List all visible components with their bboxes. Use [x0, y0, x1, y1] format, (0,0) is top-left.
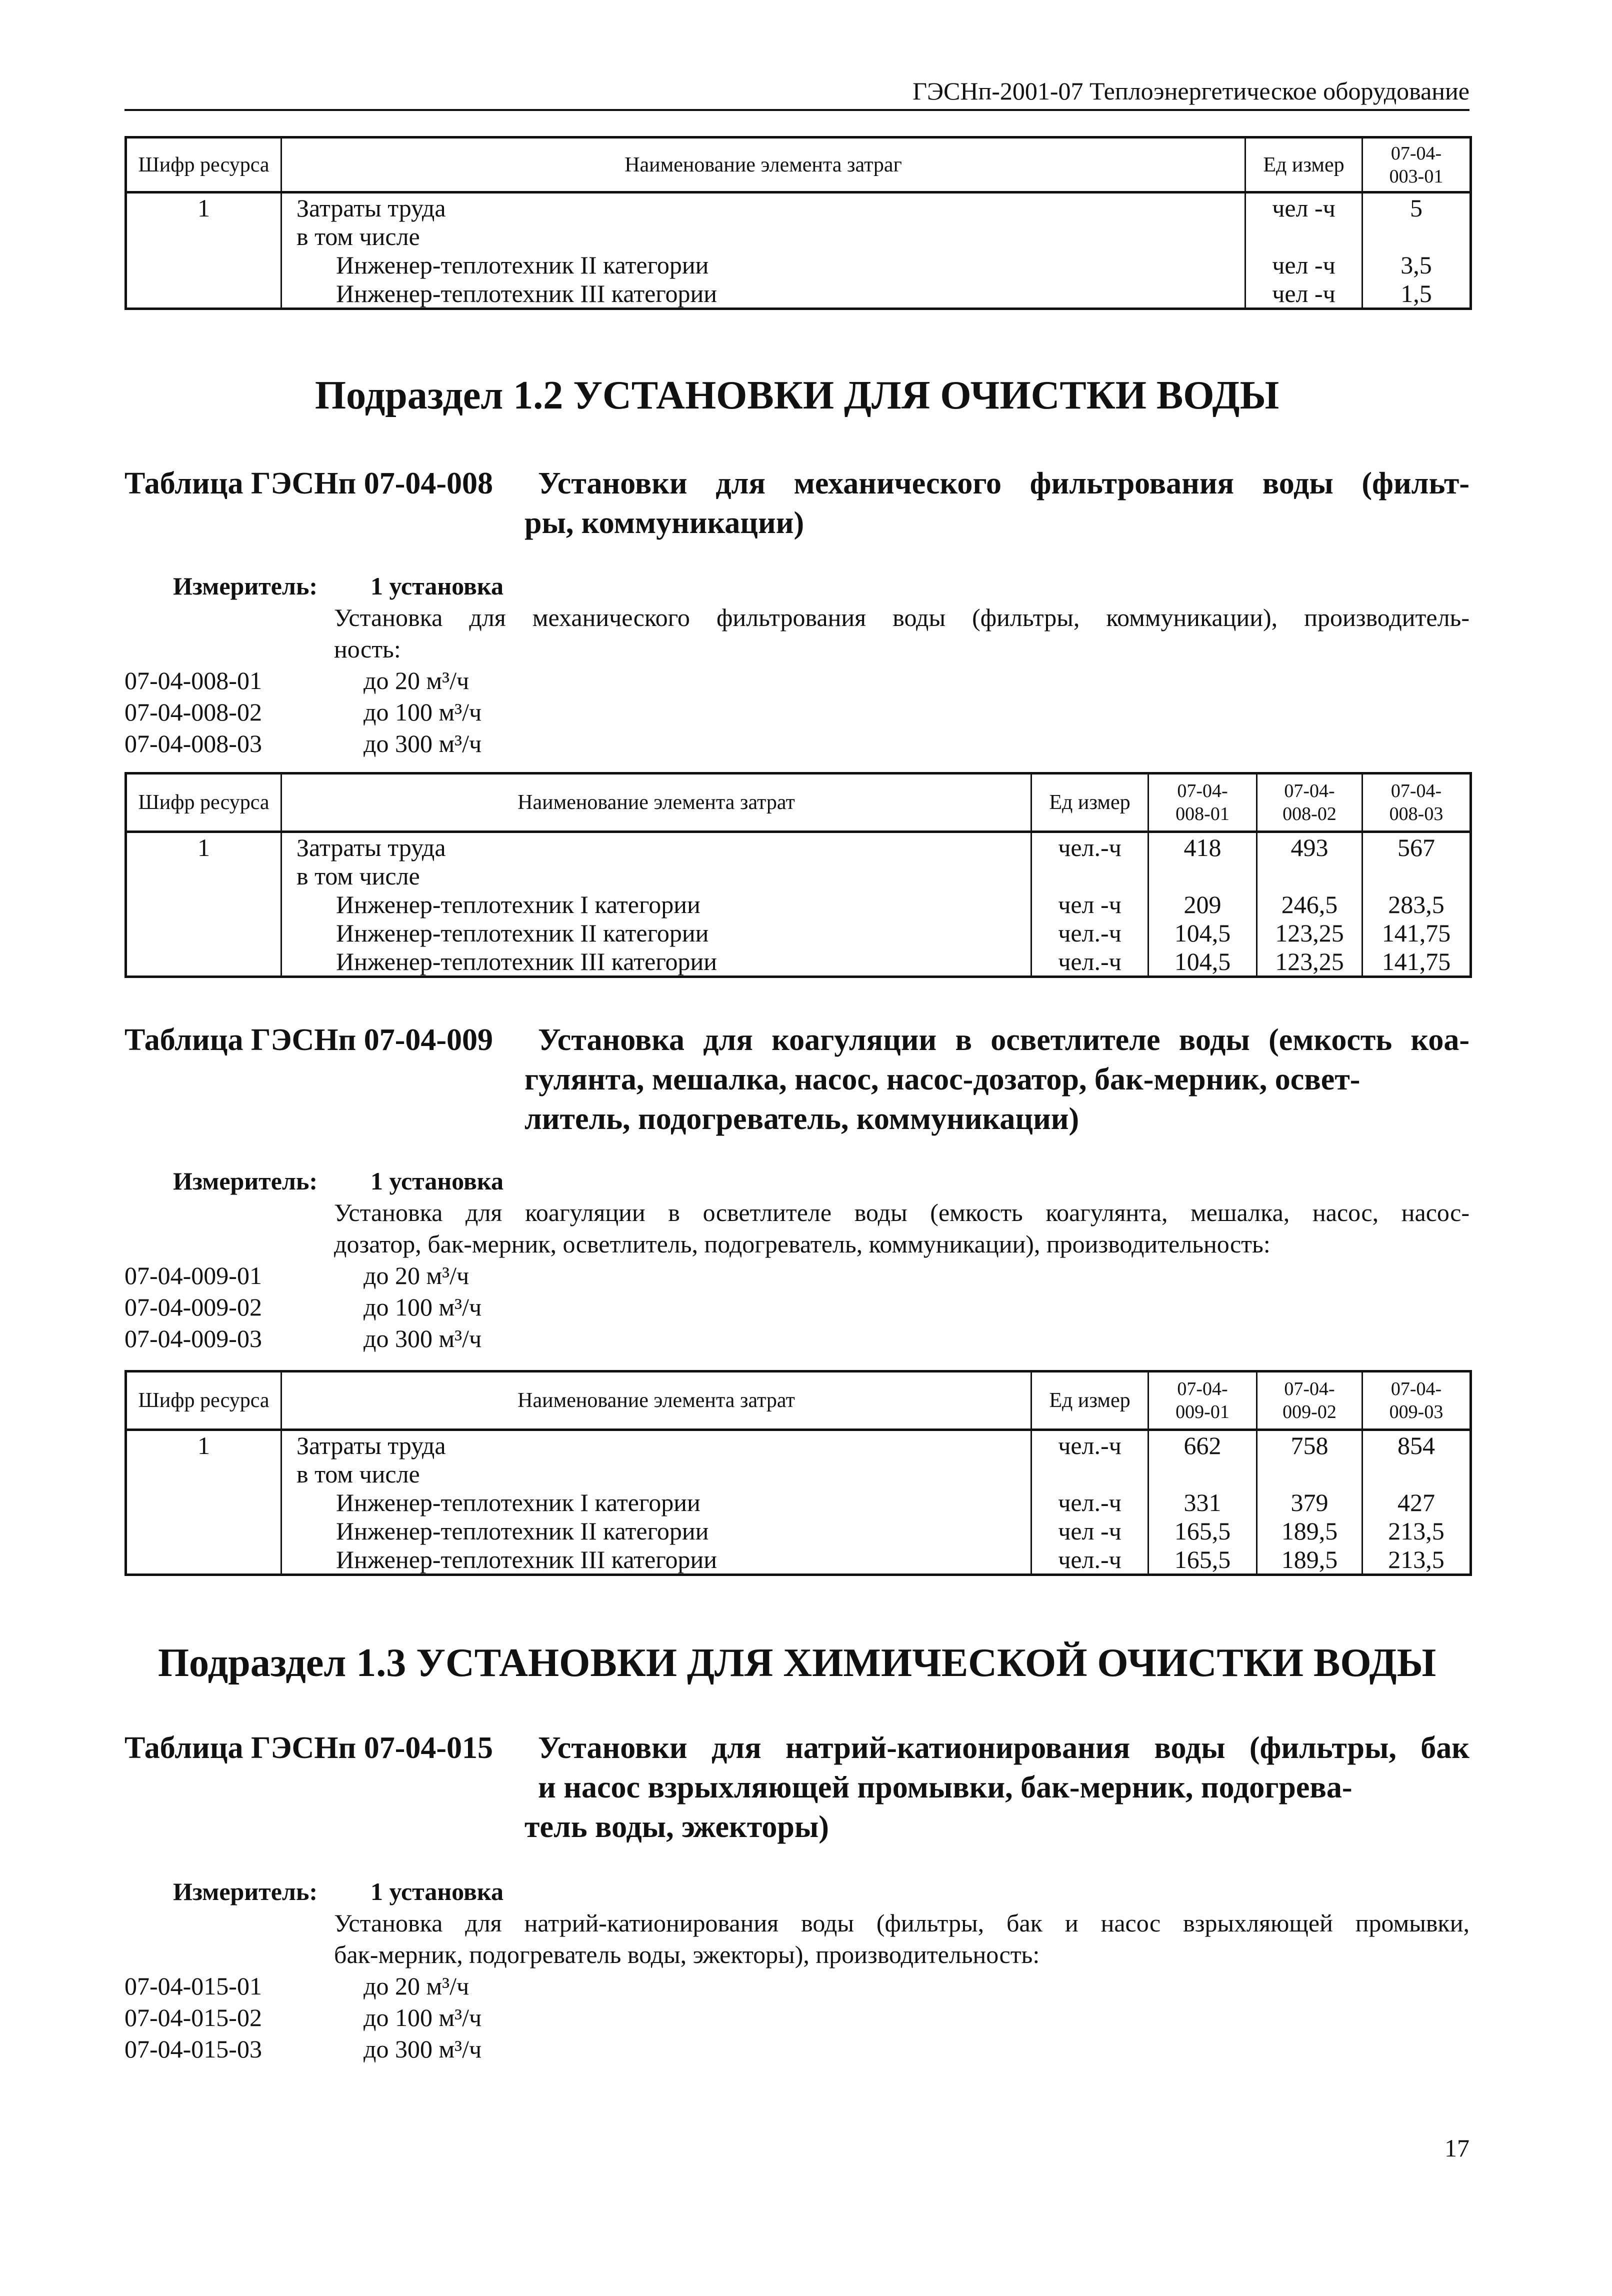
cell-value	[1362, 1460, 1471, 1488]
cell-value	[1148, 862, 1257, 890]
meter-block-07-04-015	[124, 1876, 1470, 2065]
table-title-line: Установка для коагуляции в осветлителе воды (емкость коа-	[538, 1023, 1470, 1057]
cell-value: 189,5	[1257, 1516, 1362, 1545]
cell-unit: чел -ч	[1246, 250, 1362, 279]
meter-value: 1 установка	[370, 572, 504, 600]
cell-element-name: в том числе	[282, 222, 1246, 250]
table-row	[126, 1516, 1471, 1545]
cell-element-name: Затраты труда	[282, 192, 1246, 222]
table-row	[126, 279, 1471, 309]
meter-description-line: бак-мерник, подогреватель воды, эжекторы), производительность:	[334, 1940, 1040, 1968]
table-title-line: и насос взрыхляющей промывки, бак-мерник, подогрева-	[538, 1770, 1352, 1804]
norm-code-row	[124, 2034, 1470, 2065]
header-norm-code-bottom: 009-01	[1176, 1402, 1230, 1422]
table-title-label: Таблица ГЭСНп 07-04-008	[124, 466, 494, 500]
cell-value: 141,75	[1362, 947, 1471, 977]
cell-value	[1257, 1460, 1362, 1488]
norm-code-row	[124, 665, 1470, 696]
table-07-04-009	[124, 1370, 1472, 1576]
cell-unit: чел.-ч	[1032, 1430, 1148, 1460]
norm-code-row	[124, 1260, 1470, 1292]
table-title-line: Установки для механического фильтрования воды (фильт-	[538, 466, 1470, 500]
cell-resource-code	[126, 890, 282, 918]
norm-capacity: до 20 м³/ч	[364, 1972, 470, 2000]
cell-value: 123,25	[1257, 918, 1362, 947]
meter-block-07-04-009	[124, 1166, 1470, 1354]
cell-element-name: Инженер-теплотехник II категории	[282, 1516, 1032, 1545]
cell-unit: чел -ч	[1032, 890, 1148, 918]
cell-resource-code: 1	[126, 1430, 282, 1460]
cell-value: 427	[1362, 1488, 1471, 1516]
cell-value: 379	[1257, 1488, 1362, 1516]
cell-value: 165,5	[1148, 1516, 1257, 1545]
norm-code: 07-04-008-03	[124, 730, 262, 758]
header-norm-code	[1257, 1372, 1362, 1430]
header-norm-code	[1362, 774, 1471, 832]
norm-capacity: до 300 м³/ч	[364, 1324, 482, 1352]
header-norm-code	[1257, 774, 1362, 832]
meter-description-line: Установка для механического фильтрования воды (фильтры, коммуникации), производитель-	[334, 604, 1470, 632]
cell-resource-code	[126, 222, 282, 250]
table-row	[126, 250, 1471, 279]
cell-element-name: в том числе	[282, 1460, 1032, 1488]
norm-code: 07-04-015-02	[124, 2004, 262, 2032]
cell-value: 246,5	[1257, 890, 1362, 918]
table-title-line: Установки для натрий-катионирования воды (фильтры, бак	[538, 1731, 1470, 1765]
norm-code-row	[124, 2002, 1470, 2034]
table-title-line: гулянта, мешалка, насос, насос-дозатор, бак-мерник, освет-	[524, 1062, 1360, 1096]
cell-value: 213,5	[1362, 1516, 1471, 1545]
cell-resource-code	[126, 1460, 282, 1488]
cell-value: 5	[1362, 192, 1471, 222]
header-norm-code-bottom: 008-01	[1176, 804, 1230, 824]
meter-description-line: Установка для коагуляции в осветлителе воды (емкость коагулянта, мешалка, насос, насос-	[334, 1198, 1470, 1226]
header-norm-code-bottom: 008-03	[1389, 804, 1444, 824]
norm-code-row	[124, 728, 1470, 760]
subsection-heading-1-2: Подраздел 1.2 УСТАНОВКИ ДЛЯ ОЧИСТКИ ВОДЫ	[314, 374, 1280, 418]
header-norm-code	[1362, 1372, 1471, 1430]
cell-unit: чел -ч	[1246, 192, 1362, 222]
cell-unit	[1246, 222, 1362, 250]
table-row	[126, 918, 1471, 947]
cell-element-name: Инженер-теплотехник II категории	[282, 918, 1032, 947]
norm-code-row	[124, 696, 1470, 728]
cell-element-name: Инженер-теплотехник II категории	[282, 250, 1246, 279]
meter-block-07-04-008	[124, 570, 1470, 760]
table-row	[126, 832, 1471, 862]
header-norm-code-top: 07-04-	[1390, 1378, 1442, 1400]
cell-element-name: в том числе	[282, 862, 1032, 890]
cell-value	[1362, 222, 1471, 250]
table-title-07-04-015	[124, 1728, 1470, 1847]
cell-value: 3,5	[1362, 250, 1471, 279]
cell-value: 104,5	[1148, 918, 1257, 947]
table-title-07-04-009	[124, 1020, 1470, 1139]
header-norm-code	[1148, 1372, 1257, 1430]
norm-code-row	[124, 1323, 1470, 1354]
table-header-row	[126, 138, 1471, 192]
meter-label: Измеритель:	[173, 1878, 318, 1906]
table-row	[126, 890, 1471, 918]
cell-unit	[1032, 862, 1148, 890]
table-row	[126, 1488, 1471, 1516]
cell-element-name: Затраты труда	[282, 832, 1032, 862]
cell-value: 493	[1257, 832, 1362, 862]
cell-value: 104,5	[1148, 947, 1257, 977]
cell-resource-code	[126, 918, 282, 947]
cell-resource-code	[126, 1488, 282, 1516]
cell-value: 331	[1148, 1488, 1257, 1516]
table-row	[126, 1545, 1471, 1575]
header-resource-code: Шифр ресурса	[126, 1372, 282, 1430]
header-element-name: Наименование элемента затрат	[282, 774, 1032, 832]
table-title-line: литель, подогреватель, коммуникации)	[524, 1102, 1080, 1136]
table-title-text	[524, 1020, 1470, 1139]
cell-value: 418	[1148, 832, 1257, 862]
cell-resource-code	[126, 250, 282, 279]
table-header-row	[126, 1372, 1471, 1430]
meter-description-line: дозатор, бак-мерник, осветлитель, подогреватель, коммуникации), производительность:	[334, 1230, 1270, 1258]
cell-value: 662	[1148, 1430, 1257, 1460]
header-norm-code	[1148, 774, 1257, 832]
meter-row	[124, 1876, 1470, 1908]
header-norm-code-top: 07-04-	[1284, 1378, 1335, 1400]
table-row	[126, 947, 1471, 977]
meter-value: 1 установка	[370, 1878, 504, 1906]
table-row	[126, 862, 1471, 890]
header-norm-code-bottom: 003-01	[1389, 166, 1444, 187]
header-unit: Ед измер	[1032, 774, 1148, 832]
table-title-label: Таблица ГЭСНп 07-04-015	[124, 1731, 494, 1765]
cell-element-name: Инженер-теплотехник I категории	[282, 890, 1032, 918]
norm-code: 07-04-009-01	[124, 1262, 262, 1290]
header-unit: Ед измер	[1246, 138, 1362, 192]
table-title-text	[524, 1728, 1470, 1847]
header-norm-code	[1362, 138, 1471, 192]
header-resource-code: Шифр ресурса	[126, 774, 282, 832]
header-norm-code-bottom: 009-03	[1389, 1402, 1444, 1422]
norm-code: 07-04-009-03	[124, 1324, 262, 1352]
cell-unit: чел.-ч	[1032, 918, 1148, 947]
meter-row	[124, 570, 1470, 602]
cell-value: 213,5	[1362, 1545, 1471, 1575]
subsection-heading-1-3: Подраздел 1.3 УСТАНОВКИ ДЛЯ ХИМИЧЕСКОЙ ОЧИСТКИ ВОДЫ	[158, 1641, 1436, 1685]
cell-unit: чел -ч	[1246, 279, 1362, 309]
cell-value: 165,5	[1148, 1545, 1257, 1575]
header-norm-code-top: 07-04-	[1177, 1378, 1228, 1400]
norm-code: 07-04-015-01	[124, 1972, 262, 2000]
cell-element-name: Инженер-теплотехник III категории	[282, 1545, 1032, 1575]
cell-resource-code	[126, 947, 282, 977]
meter-description-line: ность:	[334, 635, 401, 663]
meter-label: Измеритель:	[173, 1167, 318, 1195]
meter-value: 1 установка	[370, 1167, 504, 1195]
norm-capacity: до 100 м³/ч	[364, 1293, 482, 1321]
cell-unit: чел.-ч	[1032, 947, 1148, 977]
norm-code: 07-04-008-01	[124, 666, 262, 694]
cell-resource-code: 1	[126, 832, 282, 862]
table-title-line: тель воды, эжекторы)	[524, 1810, 829, 1844]
cell-value: 567	[1362, 832, 1471, 862]
norm-capacity: до 20 м³/ч	[364, 666, 470, 694]
cell-unit: чел -ч	[1032, 1516, 1148, 1545]
cell-unit: чел.-ч	[1032, 832, 1148, 862]
cell-value: 123,25	[1257, 947, 1362, 977]
meter-description-line: Установка для натрий-катионирования воды (фильтры, бак и насос взрыхляющей промывки,	[334, 1909, 1470, 1937]
cell-value: 758	[1257, 1430, 1362, 1460]
header-rule	[124, 109, 1470, 111]
cell-value	[1148, 1460, 1257, 1488]
cell-resource-code	[126, 862, 282, 890]
cell-element-name: Инженер-теплотехник III категории	[282, 947, 1032, 977]
header-resource-code: Шифр ресурса	[126, 138, 282, 192]
cell-resource-code: 1	[126, 192, 282, 222]
page-number: 17	[1444, 2134, 1470, 2162]
meter-row	[124, 1166, 1470, 1197]
norm-code-row	[124, 1970, 1470, 2002]
norm-code: 07-04-009-02	[124, 1293, 262, 1321]
header-norm-code-top: 07-04-	[1177, 780, 1228, 802]
cell-unit: чел.-ч	[1032, 1545, 1148, 1575]
running-header: ГЭСНп-2001-07 Теплоэнергетическое оборудование	[912, 77, 1470, 105]
norm-capacity: до 100 м³/ч	[364, 698, 482, 726]
table-row	[126, 1430, 1471, 1460]
norm-capacity: до 20 м³/ч	[364, 1262, 470, 1290]
table-header-row	[126, 774, 1471, 832]
cell-value	[1362, 862, 1471, 890]
cell-unit	[1032, 1460, 1148, 1488]
table-title-07-04-008	[124, 464, 1470, 543]
header-norm-code-top: 07-04-	[1390, 142, 1442, 164]
norm-code: 07-04-008-02	[124, 698, 262, 726]
header-norm-code-bottom: 008-02	[1282, 804, 1336, 824]
table-title-line: ры, коммуникации)	[524, 506, 804, 540]
cell-value	[1257, 862, 1362, 890]
header-norm-code-top: 07-04-	[1284, 780, 1335, 802]
header-norm-code-bottom: 009-02	[1282, 1402, 1336, 1422]
header-norm-code-top: 07-04-	[1390, 780, 1442, 802]
norm-capacity: до 300 м³/ч	[364, 730, 482, 758]
norm-code: 07-04-015-03	[124, 2035, 262, 2063]
norm-capacity: до 300 м³/ч	[364, 2035, 482, 2063]
meter-label: Измеритель:	[173, 572, 318, 600]
cell-element-name: Затраты труда	[282, 1430, 1032, 1460]
cell-value: 283,5	[1362, 890, 1471, 918]
cell-resource-code	[126, 1545, 282, 1575]
cell-value: 854	[1362, 1430, 1471, 1460]
cell-resource-code	[126, 1516, 282, 1545]
norm-capacity: до 100 м³/ч	[364, 2004, 482, 2032]
cell-element-name: Инженер-теплотехник I категории	[282, 1488, 1032, 1516]
table-row	[126, 192, 1471, 222]
header-element-name: Наименование элемента затраг	[282, 138, 1246, 192]
table-title-label: Таблица ГЭСНп 07-04-009	[124, 1023, 494, 1057]
cell-value: 1,5	[1362, 279, 1471, 309]
cell-resource-code	[126, 279, 282, 309]
cell-unit: чел.-ч	[1032, 1488, 1148, 1516]
table-row	[126, 222, 1471, 250]
table-07-04-008	[124, 772, 1472, 978]
norm-code-row	[124, 1292, 1470, 1323]
table-row	[126, 1460, 1471, 1488]
cell-value: 141,75	[1362, 918, 1471, 947]
table-title-text	[524, 464, 1470, 543]
header-element-name: Наименование элемента затрат	[282, 1372, 1032, 1430]
cell-value: 209	[1148, 890, 1257, 918]
cell-value: 189,5	[1257, 1545, 1362, 1575]
header-unit: Ед измер	[1032, 1372, 1148, 1430]
cell-element-name: Инженер-теплотехник III категории	[282, 279, 1246, 309]
table-07-04-003	[124, 136, 1472, 310]
